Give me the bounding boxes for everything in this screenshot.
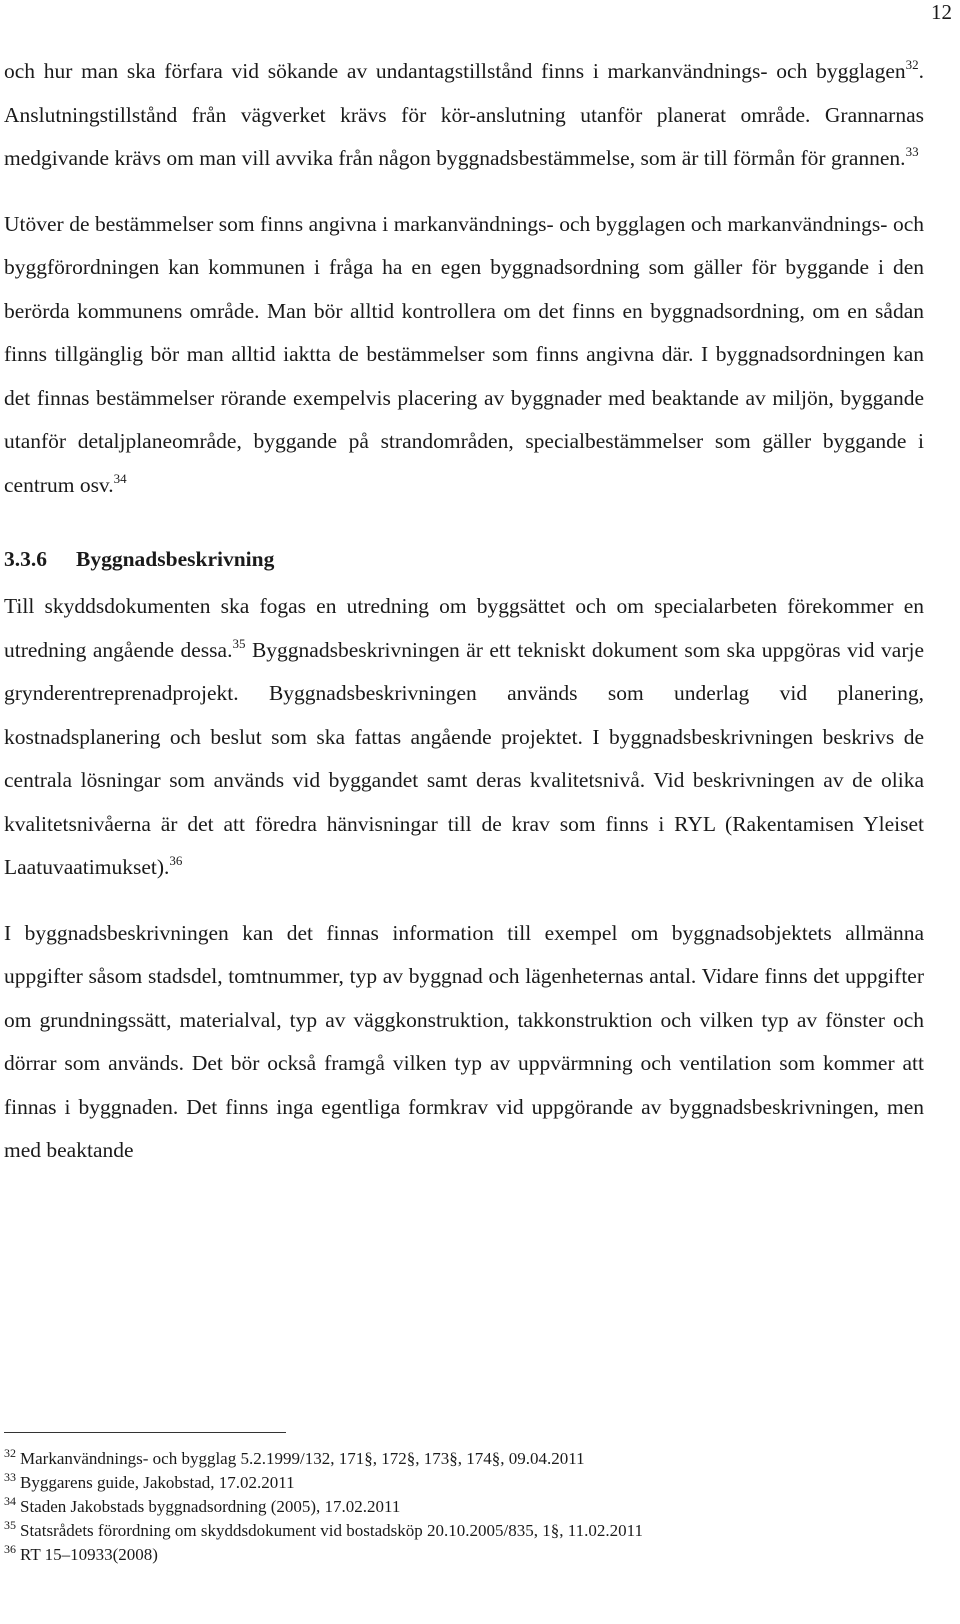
section-title: Byggnadsbeskrivning bbox=[76, 547, 275, 571]
paragraph-text: Byggnadsbeskrivningen är ett tekniskt dokument som ska uppgöras vid varje grynderentreprenadprojekt. Byggnadsbeskrivningen används som underlag vid planering, kostnadsplanering och beslut som ska fattas angående projektet. I byggnadsbeskrivningen beskrivs de centrala lösningar som används vid byggandet samt deras kvalitetsnivå. Vid beskrivningen av de olika kvalitetsnivåerna är det att föredra hänvisningar till de krav som finns i RYL (Rakentamisen Yleiset Laatuvaatimukset). bbox=[4, 637, 925, 879]
footnote-text: Markanvändnings- och bygglag 5.2.1999/132, 171§, 172§, 173§, 174§, 09.04.2011 bbox=[20, 1449, 585, 1468]
footnote-text: Statsrådets förordning om skyddsdokument vid bostadsköp 20.10.2005/835, 1§, 11.02.2011 bbox=[20, 1521, 643, 1540]
page-number: 12 bbox=[931, 0, 952, 24]
document-body bbox=[4, 50, 924, 1173]
paragraph-text: Utöver de bestämmelser som finns angivna i markanvändnings- och bygglagen och markanvändnings- och byggförordningen kan kommunen i fråga ha en egen byggnadsordning som gäller för byggande i den berörda kommunens område. Man bör alltid kontrollera om det finns en byggnadsordning, om en sådan finns tillgänglig bör man alltid iaktta de bestämmelser som finns angivna där. I byggnadsordningen kan det finnas bestämmelser rörande exempelvis placering av byggnader med beaktande av miljön, byggande utanför detaljplaneområde, byggande på strandområden, specialbestämmelser som gäller byggande i centrum osv. bbox=[4, 211, 924, 497]
footnote-ref: 36 bbox=[169, 853, 183, 868]
paragraph-text: Till skyddsdokumenten ska fogas en utredning om byggsättet och om specialarbeten förekommer en utredning angående dessa. bbox=[4, 594, 924, 662]
footnotes bbox=[4, 1447, 924, 1567]
footnote-item bbox=[4, 1495, 924, 1519]
footnote-item bbox=[4, 1519, 924, 1543]
paragraph-text: och hur man ska förfara vid sökande av undantagstillstånd finns i markanvändnings- och bygglagen bbox=[4, 59, 906, 83]
footnote-ref: 32 bbox=[905, 57, 919, 72]
paragraph-2 bbox=[4, 203, 924, 508]
footnote-number: 33 bbox=[4, 1470, 16, 1484]
footnote-item bbox=[4, 1543, 924, 1567]
footnote-number: 36 bbox=[4, 1542, 16, 1556]
footnote-ref: 33 bbox=[905, 144, 919, 159]
footnote-number: 34 bbox=[4, 1494, 16, 1508]
paragraph-4 bbox=[4, 912, 924, 1173]
section-heading bbox=[4, 541, 924, 577]
footnote-item bbox=[4, 1471, 924, 1495]
footnote-ref: 34 bbox=[113, 470, 127, 486]
paragraph-3 bbox=[4, 585, 924, 890]
footnote-separator bbox=[4, 1432, 286, 1433]
footnote-number: 35 bbox=[4, 1518, 16, 1532]
paragraph-text: I byggnadsbeskrivningen kan det finnas information till exempel om byggnadsobjektets allmänna uppgifter såsom stadsdel, tomtnummer, typ av byggnad och lägenheternas antal. Vidare finns det uppgifter om grundningssätt, materialval, typ av väggkonstruktion, takkonstruktion och vilken typ av fönster och dörrar som används. Det bör också framgå vilken typ av uppvärmning och ventilation som kommer att finnas i byggnaden. Det finns inga egentliga formkrav vid uppgörande av byggnadsbeskrivningen, men med beaktande bbox=[4, 920, 924, 1162]
section-number: 3.3.6 bbox=[4, 547, 47, 571]
footnote-text: Staden Jakobstads byggnadsordning (2005), 17.02.2011 bbox=[20, 1497, 401, 1516]
paragraph-text: . Anslutningstillstånd från vägverket krävs för kör-anslutning utanför planerat område. Grannarnas medgivande krävs om man vill avvika från någon byggnadsbestämmelse, som är till förmån för grannen. bbox=[4, 59, 924, 170]
footnote-text: Byggarens guide, Jakobstad, 17.02.2011 bbox=[20, 1473, 295, 1492]
paragraph-1 bbox=[4, 50, 924, 181]
footnote-number: 32 bbox=[4, 1446, 16, 1460]
footnote-item bbox=[4, 1447, 924, 1471]
footnote-text: RT 15–10933(2008) bbox=[20, 1545, 158, 1564]
footnote-ref: 35 bbox=[232, 635, 246, 651]
